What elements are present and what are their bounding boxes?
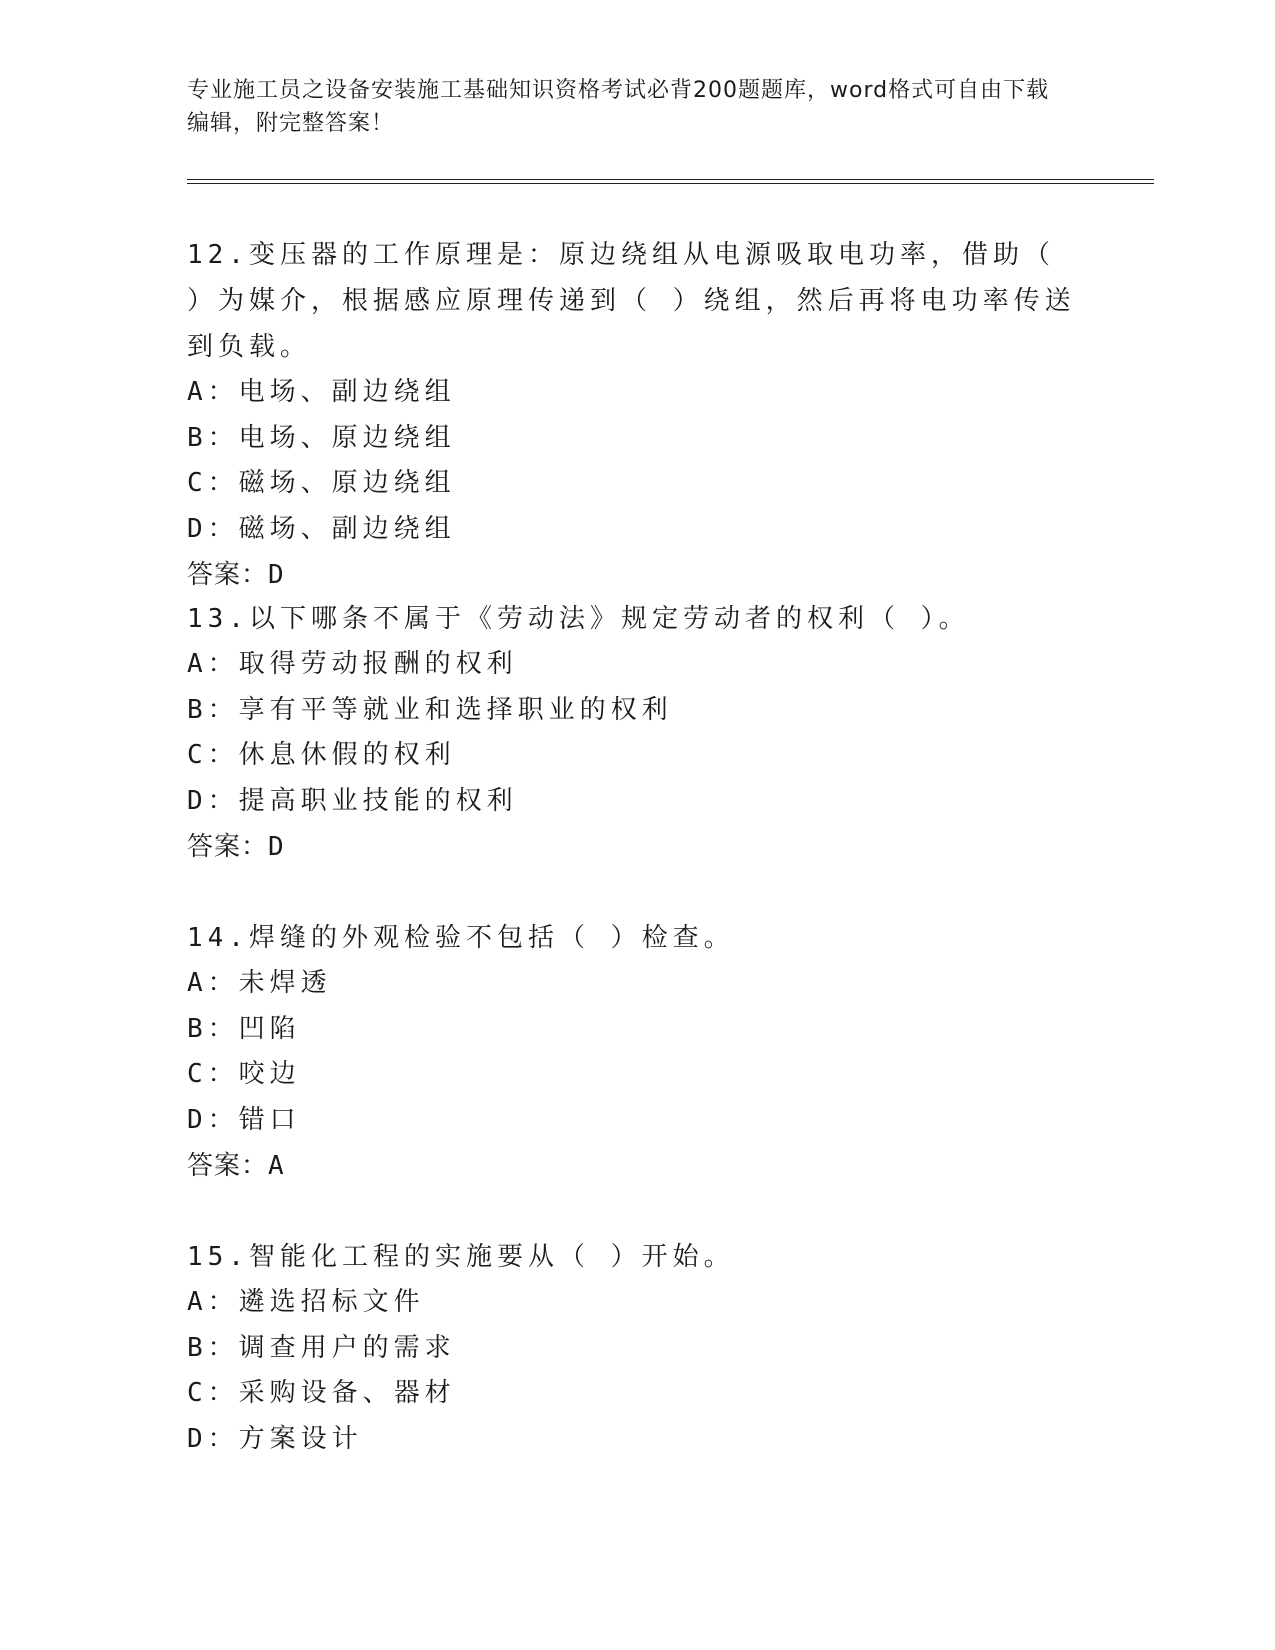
option-a: A：遴选招标文件 <box>187 1287 425 1317</box>
answer-label: 答案： <box>187 1151 269 1181</box>
option-c: C：磁场、原边绕组 <box>187 468 456 498</box>
option-d: D：错口 <box>187 1104 301 1135</box>
question-stem: 15.智能化工程的实施要从（ ）开始。 <box>187 1242 735 1272</box>
answer-value: D <box>268 832 285 862</box>
header-divider-top <box>187 179 1154 180</box>
document-title: 专业施工员之设备安装施工基础知识资格考试必背200题题库，word格式可自由下载编辑，附完整答案！ <box>187 78 1050 136</box>
option-c: C：采购设备、器材 <box>187 1378 456 1408</box>
question-stem: 12.变压器的工作原理是：原边绕组从电源吸取电功率，借助（ ）为媒介，根据感应原理传递到（ ）绕组，然后再将电功率传送到负载。 <box>187 240 1076 362</box>
answer-line <box>187 552 1087 598</box>
header-divider-bottom <box>187 183 1154 184</box>
question-stem: 13.以下哪条不属于《劳动法》规定劳动者的权利（ ）。 <box>187 604 970 634</box>
option-a: A：电场、副边绕组 <box>187 377 456 407</box>
option-d: D：提高职业技能的权利 <box>187 785 518 816</box>
question-13 <box>187 596 1087 870</box>
option-c: C：咬边 <box>187 1059 301 1089</box>
option-d: D：方案设计 <box>187 1423 363 1454</box>
question-12 <box>187 232 1087 598</box>
option-a: A：取得劳动报酬的权利 <box>187 649 518 679</box>
option-b: B：调查用户的需求 <box>187 1332 456 1363</box>
option-b: B：享有平等就业和选择职业的权利 <box>187 694 673 725</box>
answer-label: 答案： <box>187 832 269 862</box>
option-b: B：电场、原边绕组 <box>187 422 456 453</box>
answer-line <box>187 824 1087 870</box>
option-c: C：休息休假的权利 <box>187 740 456 770</box>
option-b: B：凹陷 <box>187 1013 301 1044</box>
option-a: A：未焊透 <box>187 968 332 998</box>
answer-value: A <box>268 1151 285 1181</box>
answer-label: 答案： <box>187 560 269 590</box>
answer-line <box>187 1143 1087 1189</box>
answer-value: D <box>268 560 285 590</box>
question-stem: 14.焊缝的外观检验不包括（ ）检查。 <box>187 923 735 953</box>
question-15 <box>187 1234 1087 1462</box>
option-d: D：磁场、副边绕组 <box>187 513 456 544</box>
question-14 <box>187 915 1087 1189</box>
